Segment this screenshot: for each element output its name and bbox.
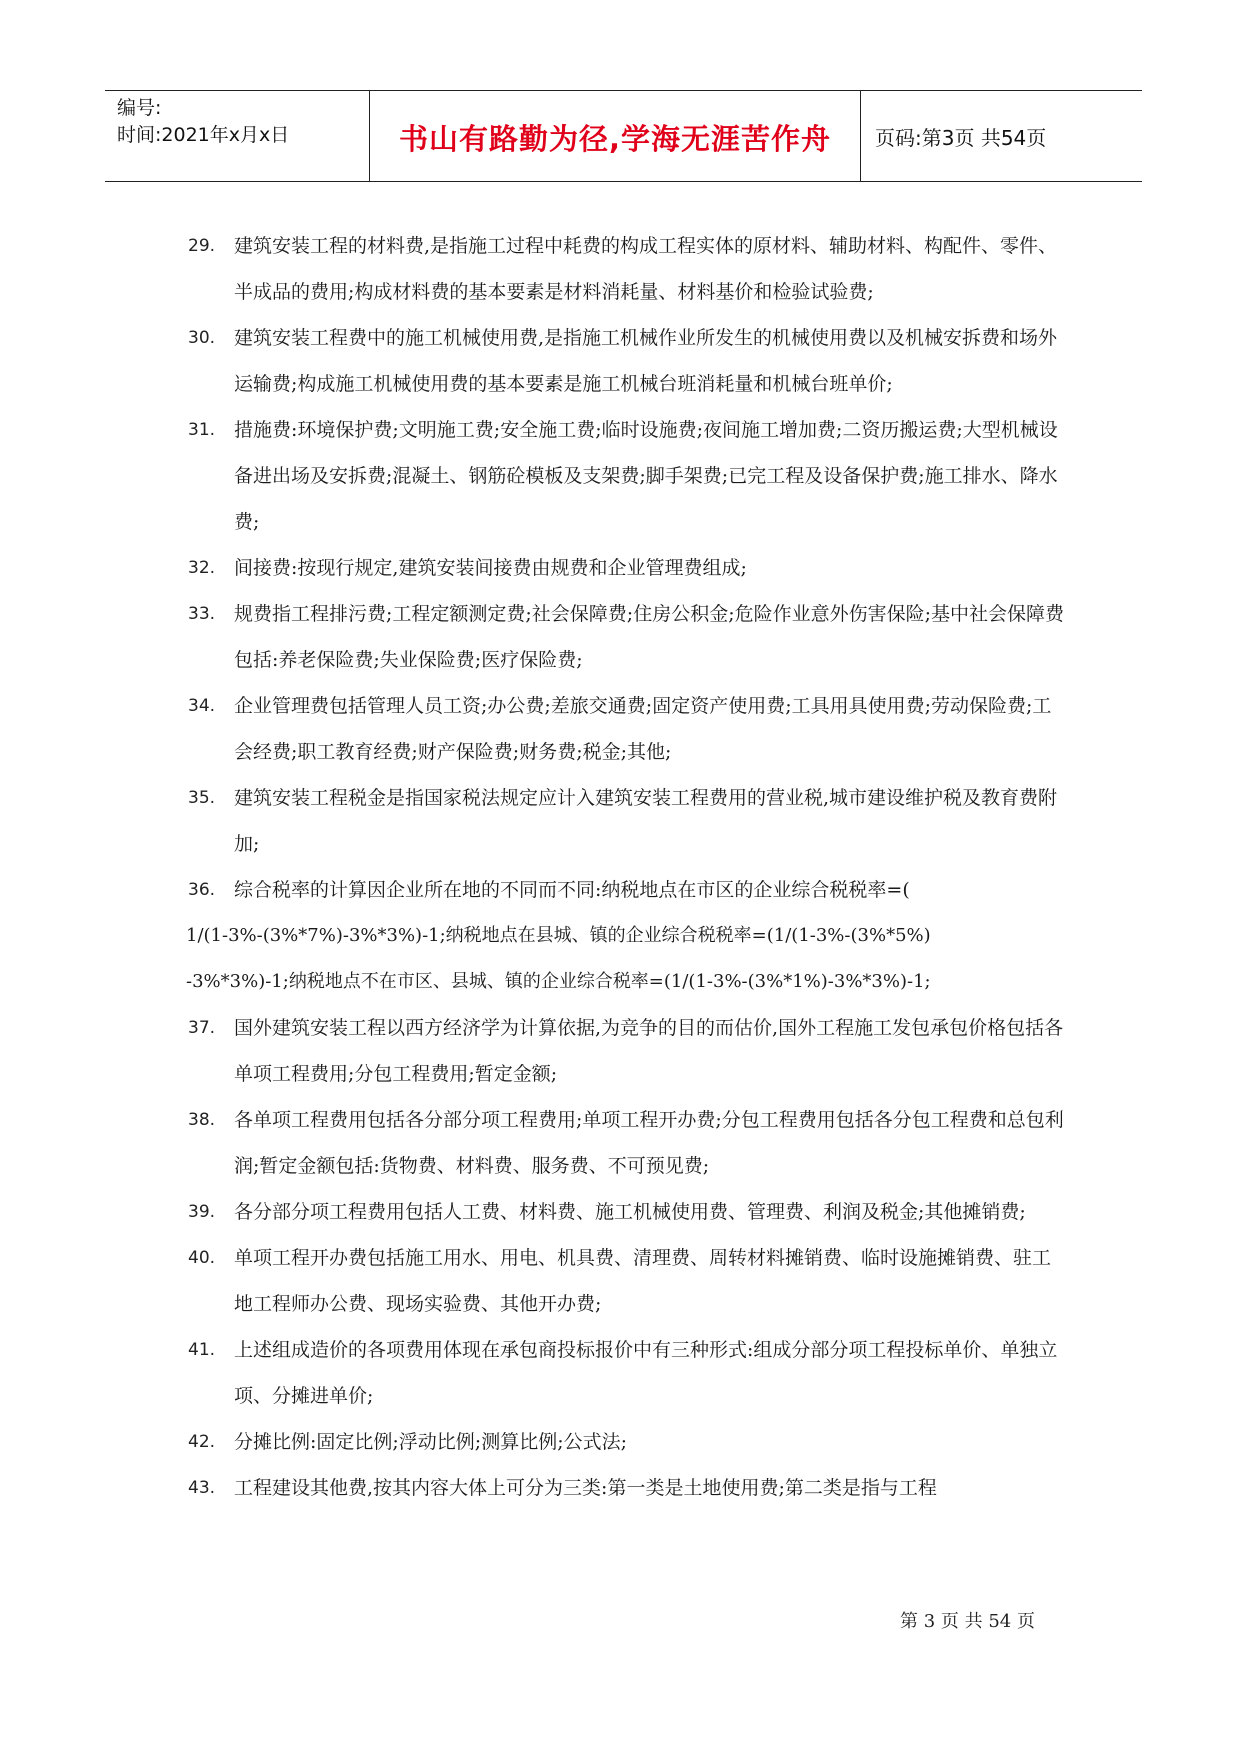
item-text: 国外建筑安装工程以西方经济学为计算依据,为竞争的目的而估价,国外工程施工发包承包价格包括各单项工程费用;分包工程费用;暂定金额; bbox=[234, 1017, 1064, 1085]
item-text: 建筑安装工程税金是指国家税法规定应计入建筑安装工程费用的营业税,城市建设维护税及教育费附加; bbox=[234, 787, 1058, 855]
list-item bbox=[188, 1235, 1068, 1327]
item-text: 工程建设其他费,按其内容大体上可分为三类:第一类是土地使用费;第二类是指与工程 bbox=[234, 1477, 937, 1499]
item-number: 33. bbox=[188, 604, 216, 624]
page-footer: 第 3 页 共 54 页 bbox=[900, 1611, 1035, 1632]
header-divider bbox=[860, 91, 861, 182]
item-text: 各单项工程费用包括各分部分项工程费用;单项工程开办费;分包工程费用包括各分包工程费和总包利润;暂定金额包括:货物费、材料费、服务费、不可预见费; bbox=[234, 1109, 1064, 1177]
list-item bbox=[188, 315, 1068, 407]
header-meta bbox=[117, 95, 289, 149]
item-text: 综合税率的计算因企业所在地的不同而不同:纳税地点在市区的企业综合税税率=( bbox=[234, 879, 910, 901]
list-item bbox=[188, 545, 1068, 591]
item-number: 43. bbox=[188, 1478, 216, 1498]
list-item bbox=[188, 591, 1068, 683]
document-body bbox=[188, 223, 1068, 1511]
document-time-label: 时间:2021年x月x日 bbox=[117, 124, 290, 146]
item-number: 41. bbox=[188, 1340, 216, 1360]
item-number: 37. bbox=[188, 1018, 216, 1038]
header-page-number: 页码:第3页 共54页 bbox=[875, 126, 1047, 150]
formula-line: -3%*3%)-1;纳税地点不在市区、县城、镇的企业综合税率=(1/(1-3%-(3%*1%)-3%*3%)-1; bbox=[186, 971, 931, 992]
item-number: 40. bbox=[188, 1248, 216, 1268]
list-item bbox=[188, 1327, 1068, 1419]
list-item bbox=[188, 775, 1068, 867]
item-text: 建筑安装工程的材料费,是指施工过程中耗费的构成工程实体的原材料、辅助材料、构配件、零件、半成品的费用;构成材料费的基本要素是材料消耗量、材料基价和检验试验费; bbox=[234, 235, 1058, 303]
item-number: 30. bbox=[188, 328, 216, 348]
list-item bbox=[188, 1097, 1068, 1189]
list-item bbox=[188, 1465, 1068, 1511]
list-item bbox=[188, 1189, 1068, 1235]
item-number: 39. bbox=[188, 1202, 216, 1222]
item-number: 38. bbox=[188, 1110, 216, 1130]
item-number: 31. bbox=[188, 420, 216, 440]
list-item bbox=[188, 223, 1068, 315]
document-number-label: 编号: bbox=[117, 97, 162, 119]
item-number: 35. bbox=[188, 788, 216, 808]
list-item bbox=[188, 407, 1068, 545]
item-text: 建筑安装工程费中的施工机械使用费,是指施工机械作业所发生的机械使用费以及机械安拆费和场外运输费;构成施工机械使用费的基本要素是施工机械台班消耗量和机械台班单价; bbox=[234, 327, 1058, 395]
item-text: 各分部分项工程费用包括人工费、材料费、施工机械使用费、管理费、利润及税金;其他摊销费; bbox=[234, 1201, 1026, 1223]
item-number: 32. bbox=[188, 558, 216, 578]
item-text: 单项工程开办费包括施工用水、用电、机具费、清理费、周转材料摊销费、临时设施摊销费、驻工地工程师办公费、现场实验费、其他开办费; bbox=[234, 1247, 1052, 1315]
item-number: 34. bbox=[188, 696, 216, 716]
item-text: 规费指工程排污费;工程定额测定费;社会保障费;住房公积金;危险作业意外伤害保险;基中社会保障费包括:养老保险费;失业保险费;医疗保险费; bbox=[234, 603, 1065, 671]
item-number: 36. bbox=[188, 880, 216, 900]
list-item bbox=[188, 1419, 1068, 1465]
item-text: 企业管理费包括管理人员工资;办公费;差旅交通费;固定资产使用费;工具用具使用费;劳动保险费;工会经费;职工教育经费;财产保险费;财务费;税金;其他; bbox=[234, 695, 1052, 763]
list-item bbox=[188, 683, 1068, 775]
item-text: 措施费:环境保护费;文明施工费;安全施工费;临时设施费;夜间施工增加费;二资历搬运费;大型机械设备进出场及安拆费;混凝土、钢筋砼模板及支架费;脚手架费;已完工程及设备保护费;施工排水、降水费; bbox=[234, 419, 1058, 533]
header-motto: 书山有路勤为径,学海无涯苦作舟 bbox=[398, 122, 832, 156]
item-number: 29. bbox=[188, 236, 216, 256]
item-text: 间接费:按现行规定,建筑安装间接费由规费和企业管理费组成; bbox=[234, 557, 747, 579]
item-text: 分摊比例:固定比例;浮动比例;测算比例;公式法; bbox=[234, 1431, 628, 1453]
page-header bbox=[105, 90, 1142, 182]
list-item bbox=[188, 1005, 1068, 1097]
item-text: 上述组成造价的各项费用体现在承包商投标报价中有三种形式:组成分部分项工程投标单价、单独立项、分摊进单价; bbox=[234, 1339, 1058, 1407]
item-number: 42. bbox=[188, 1432, 216, 1452]
formula-line: 1/(1-3%-(3%*7%)-3%*3%)-1;纳税地点在县城、镇的企业综合税税率=(1/(1-3%-(3%*5%) bbox=[186, 925, 931, 946]
list-item bbox=[188, 867, 1068, 913]
